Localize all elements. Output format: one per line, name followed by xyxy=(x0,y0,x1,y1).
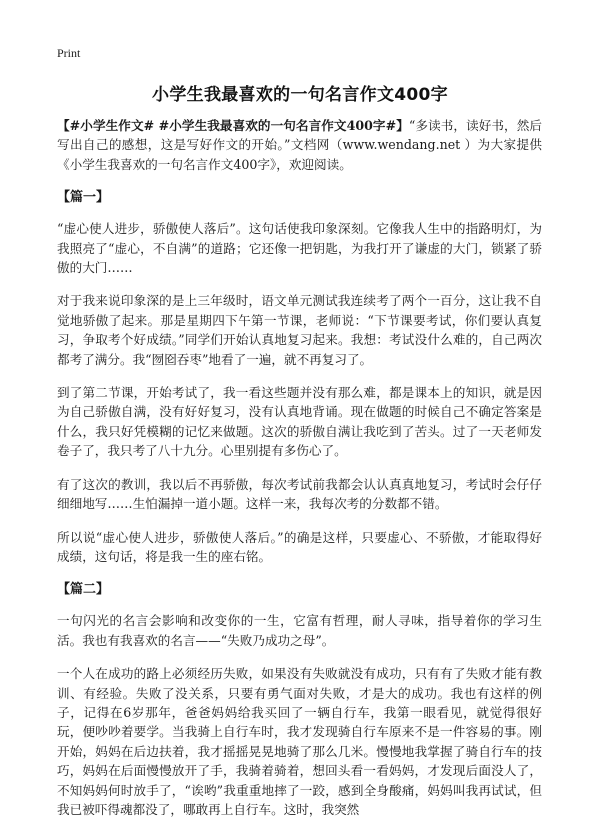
section-heading-2: 【篇二】 xyxy=(57,582,110,598)
section-1-paragraph-4: 有了这次的教训，我以后不再骄傲，每次考试前我都会认认真真地复习，考试时会仔仔细细地写……生怕漏掉一道小题。这样一来，我每次考的分数都不错。 xyxy=(57,476,542,512)
intro-paragraph xyxy=(57,116,542,174)
print-link[interactable]: Print xyxy=(57,46,81,60)
section-2-paragraph-1: 一句闪光的名言会影响和改变你的一生，它富有哲理，耐人寻味，指导着你的学习生活。我也有我喜欢的名言——“失败乃成功之母”。 xyxy=(57,613,542,648)
intro-tag: 【#小学生作文# #小学生我最喜欢的一句名言作文400字#】 xyxy=(57,118,409,133)
section-1-paragraph-1: “虚心使人进步，骄傲使人落后”。这句话使我印象深刻。它像我人生中的指路明灯，为我照亮了“虚心，不自满”的道路；它还像一把钥匙，为我打开了谦虚的大门，锁紧了骄傲的大门…… xyxy=(57,221,542,276)
section-2-paragraph-2: 一个人在成功的路上必须经历失败，如果没有失败就没有成功，只有有了失败才能有教训、有经验。失败了没关系，只要有勇气面对失败，才是大的成功。我也有这样的例子，记得在6岁那年，爸爸妈妈给我买回了一辆自行车，我第一眼看见，就觉得很好玩，便吵吵着要学。当我骑上自行车时，我才发现骑自行车原来不是一件容易的事。刚开始，妈妈在后边扶着，我才摇摇晃晃地骑了那么几米。慢慢地我掌握了骑自行车的技巧，妈妈在后面慢慢放开了手，我骑着骑着，想回头看一看妈妈，才发现后面没人了，不知妈妈何时放手了，“诶哟”我重重地摔了一跤，感到全身酸痛，妈妈叫我再试试，但我已被吓得魂都没了，哪敢再上自行车。这时，我突然 xyxy=(57,666,542,817)
section-1-paragraph-2: 对于我来说印象深的是上三年级时，语文单元测试我连续考了两个一百分，这让我不自觉地骄傲了起来。那是星期四下午第一节课，老师说：“下节课要考试，你们要认真复习，争取考个好成绩。”同学们开始认真地复习起来。我想：考试没什么难的，自己两次都考了满分。我“囫囵吞枣”地看了一遍，就不再复习了。 xyxy=(57,293,542,367)
article-body xyxy=(57,116,542,833)
section-1-paragraph-5: 所以说“虚心使人进步，骄傲使人落后。”的确是这样，只要虚心、不骄傲，才能取得好成绩，这句话，将是我一生的座右铭。 xyxy=(57,529,542,564)
page-title: 小学生我最喜欢的一句名言作文400字 xyxy=(152,85,448,105)
section-heading-1: 【篇一】 xyxy=(57,190,110,206)
intro-text: “多读书，读好书，然后写出自己的感想，这是写好作文的开始。”文档网（www.wendang.net ）为大家提供《小学生我喜欢的一句名言作文400字》，欢迎阅读。 xyxy=(57,118,542,172)
section-1-paragraph-3: 到了第二节课，开始考试了，我一看这些题并没有那么难，都是课本上的知识，就是因为自己骄傲自满，没有好好复习，没有认真地背诵。现在做题的时候自己不确定答案是什么，我只好凭模糊的记忆来做题。这次的骄傲自满让我吃到了苦头。过了一天老师发卷子了，我只考了八十九分。心里别提有多伤心了。 xyxy=(57,385,542,459)
